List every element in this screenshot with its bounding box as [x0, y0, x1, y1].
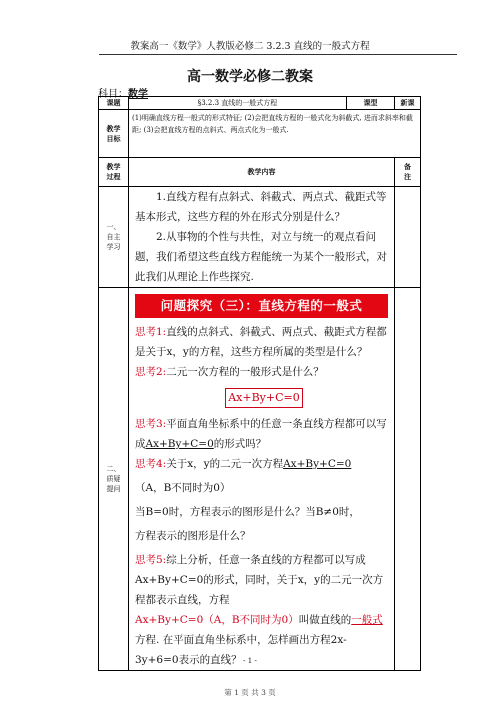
- think4-question-2: 方程表示的图形是什么？: [135, 530, 251, 542]
- think3: [129, 414, 394, 454]
- subject-value: 数学: [128, 89, 148, 100]
- note-label-line: 注: [404, 172, 411, 181]
- think5-text-b: 叫做直线的: [298, 614, 352, 626]
- section-label-line: 一、: [106, 223, 121, 231]
- table-row: [99, 288, 421, 671]
- course-value: §3.2.3 直线的一般式方程: [129, 97, 347, 110]
- think1-text: 直线的点斜式、斜截式、两点式、截距式方程都是关于x，y的方程，这些方程所属的类型是什么？: [135, 326, 387, 358]
- type-label: 课型: [347, 97, 395, 110]
- think3-equation: Ax+By+C=0: [145, 438, 214, 450]
- section2-content: [129, 288, 395, 671]
- page-info: 第 1 页 共 3 页: [224, 688, 276, 697]
- section1-paragraph-1: 1.直线方程有点斜式、斜截式、两点式、截距式等基本形式，这些方程的外在形式分别是什么？: [135, 191, 387, 223]
- think4-label: 思考4:: [135, 458, 167, 470]
- think5-red-text: Ax+By+C=0（A，B不同时为0）: [135, 614, 299, 626]
- think5-text-a: 综上分析，任意一条直线的方程都可以写成Ax+By+C=0的形式，同时，关于x，y的二元一次方程都表示直线，方程: [135, 554, 384, 606]
- section2-note: [395, 288, 421, 671]
- think1-label: 思考1:: [135, 326, 167, 338]
- process-label: [99, 158, 129, 187]
- section-label-line: 自主: [106, 233, 121, 241]
- think4-equation: Ax+By+C=0: [283, 458, 352, 470]
- general-form-equation: Ax+By+C=0: [225, 388, 303, 408]
- goal-label-line: 目标: [106, 133, 121, 143]
- think3-text-b: 的形式吗？: [213, 438, 267, 450]
- page-marker: - 1 -: [243, 657, 257, 665]
- content-label: 教学内容: [129, 158, 395, 187]
- table-row: [99, 110, 421, 158]
- document-title: 高一数学必修二教案: [187, 69, 313, 85]
- section2-label: [99, 288, 129, 671]
- subject-label: 科目：: [98, 89, 128, 100]
- think5: [129, 550, 394, 670]
- goals-text: (1)明确直线方程一般式的形式特征; (2)会把直线方程的一般式化为斜截式, 进而求斜率和截距; (3)会把直线方程的点斜式、两点式化为一般式.: [129, 110, 421, 158]
- table-row: [99, 97, 421, 110]
- think5-text-c: 方程. 在平面直角坐标系中，怎样画出方程2x-3y+6=0表示的直线？: [135, 634, 347, 666]
- course-label: 课题: [99, 97, 129, 110]
- process-label-line: 过程: [106, 172, 121, 181]
- section1-content: [129, 187, 395, 288]
- section1-paragraph-2: 2.从事物的个性与共性，对立与统一的观点看问题，我们希望这些直线方程能统一为某个一般形式，对此我们从理论上作些探究.: [135, 231, 387, 283]
- think4-text-a: 关于x，y的二元一次方程: [166, 458, 284, 470]
- running-header: 教案高一《数学》人教版必修二 3.2.3 直线的一般式方程: [130, 41, 370, 52]
- think5-term: 一般式: [351, 614, 383, 626]
- section1-note: [395, 187, 421, 288]
- section-label-line: 质疑: [106, 475, 121, 483]
- lesson-plan-table: [98, 96, 421, 671]
- table-row: [99, 158, 421, 187]
- goal-label-line: 教学: [106, 123, 121, 133]
- table-row: [99, 187, 421, 288]
- process-label-line: 教学: [106, 162, 121, 171]
- goal-label: [99, 110, 129, 158]
- type-value: 新课: [395, 97, 421, 110]
- section-label-line: 二、: [106, 465, 121, 473]
- section1-label: [99, 187, 129, 288]
- think2-text: 二元一次方程的一般形式是什么？: [166, 366, 324, 378]
- think3-text-a: 平面直角坐标系中的任意一条直线方程都可以写成: [135, 418, 387, 450]
- think3-label: 思考3:: [135, 418, 167, 430]
- note-label: [395, 158, 421, 187]
- think2-label: 思考2:: [135, 366, 167, 378]
- think2: [129, 362, 394, 382]
- think4-condition: （A，B不同时为0）: [135, 482, 231, 494]
- think4-question-1: 当B=0时，方程表示的图形是什么？当B≠0时，: [135, 506, 360, 518]
- section-label-line: 提问: [106, 485, 121, 493]
- section-label-line: 学习: [106, 243, 121, 251]
- section-banner: 问题探究（三）：直线方程的一般式: [135, 294, 388, 318]
- think1: [129, 322, 394, 362]
- think5-label: 思考5:: [135, 554, 167, 566]
- think4: [129, 454, 394, 474]
- note-label-line: 备: [404, 162, 411, 171]
- header-rule: [99, 54, 457, 55]
